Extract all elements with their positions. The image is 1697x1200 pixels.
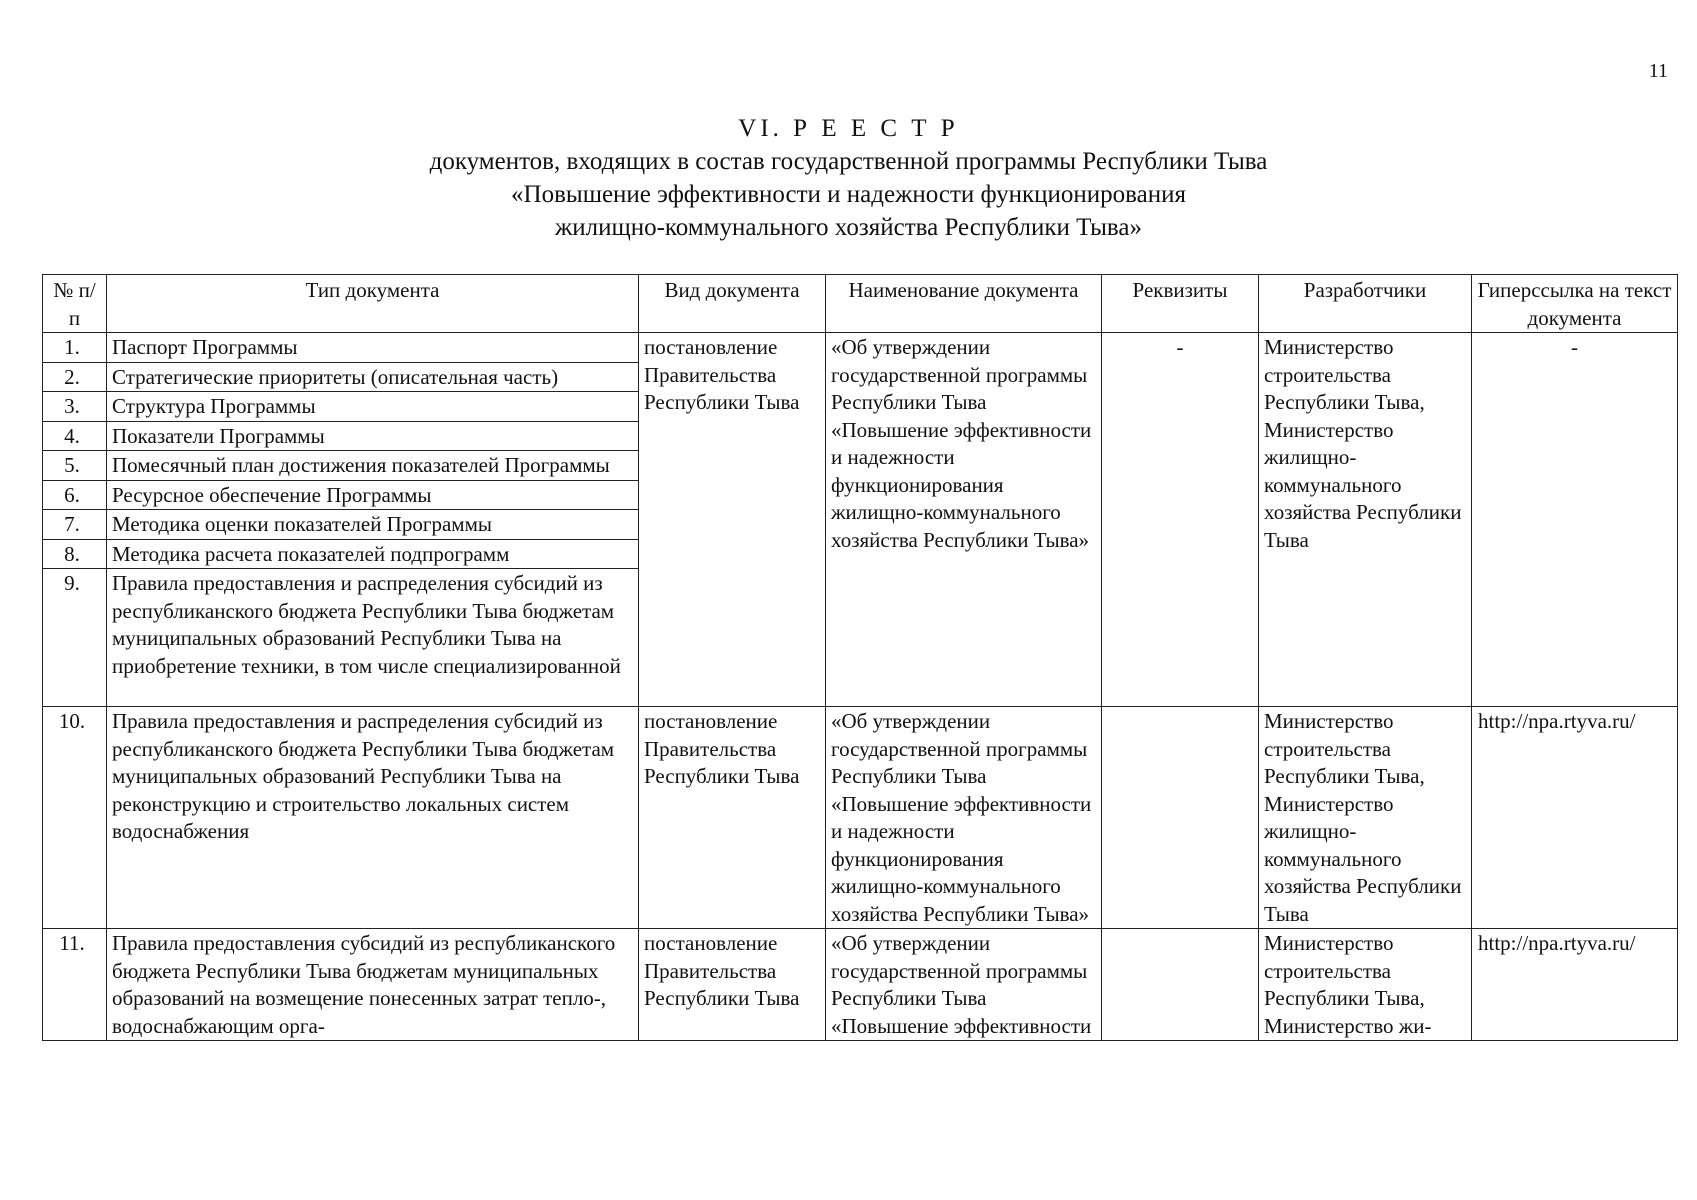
row-type: Паспорт Программы [107, 333, 639, 363]
row-number: 2. [43, 362, 107, 392]
row-type: Правила предоставления и распределения субсидий из республиканского бюджета Республики Тыва бюджетам муниципальных образований Республики Тыва на реконструкцию и строительство локальных систем водоснабжения [107, 707, 639, 929]
group3-link[interactable]: http://npa.rtyva.ru/ [1472, 929, 1678, 1041]
row-number: 6. [43, 480, 107, 510]
header-requisites: Реквизиты [1102, 275, 1259, 333]
row-number: 10. [43, 707, 107, 929]
table-row [43, 333, 1678, 363]
group1-requisites: - [1102, 333, 1259, 707]
row-number: 11. [43, 929, 107, 1041]
group1-link: - [1472, 333, 1678, 707]
group3-developers: Министерство строительства Республики Тыва, Министерство жи- [1259, 929, 1472, 1041]
header-name: Наименование документа [826, 275, 1102, 333]
row-type: Методика оценки показателей Программы [107, 510, 639, 540]
group3-kind: постановление Правительства Республики Тыва [639, 929, 826, 1041]
group1-kind: постановление Правительства Республики Тыва [639, 333, 826, 707]
group3-requisites [1102, 929, 1259, 1041]
title-heading: VI. Р Е Е С Т Р [738, 115, 959, 142]
row-type: Методика расчета показателей подпрограмм [107, 539, 639, 569]
header-developers: Разработчики [1259, 275, 1472, 333]
row-number: 3. [43, 392, 107, 422]
header-row [43, 275, 1678, 333]
page-number: 11 [1648, 60, 1668, 82]
group2-kind: постановление Правительства Республики Тыва [639, 707, 826, 929]
table-row [43, 929, 1678, 1041]
header-type: Тип документа [107, 275, 639, 333]
row-type: Структура Программы [107, 392, 639, 422]
group2-link[interactable]: http://npa.rtyva.ru/ [1472, 707, 1678, 929]
table-row [43, 707, 1678, 929]
row-type: Ресурсное обеспечение Программы [107, 480, 639, 510]
header-kind: Вид документа [639, 275, 826, 333]
group2-name: «Об утверждении государственной программы Республики Тыва «Повышение эффективности и надежности функционирования жилищно-коммунального хозяйства Республики Тыва» [826, 707, 1102, 929]
group1-developers: Министерство строительства Республики Тыва, Министерство жилищно-коммунального хозяйства Республики Тыва [1259, 333, 1472, 707]
row-type: Правила предоставления субсидий из республиканского бюджета Республики Тыва бюджетам муниципальных образований на возмещение понесенных затрат тепло-, водоснабжающим орга- [107, 929, 639, 1041]
title-line-4: жилищно-коммунального хозяйства Республики Тыва» [554, 214, 1143, 241]
row-type: Правила предоставления и распределения субсидий из республиканского бюджета Республики Тыва бюджетам муниципальных образований Республики Тыва на приобретение техники, в том числе специализированной [107, 569, 639, 707]
row-number: 9. [43, 569, 107, 707]
document-title [0, 112, 1697, 244]
title-line-2: документов, входящих в состав государственной программы Республики Тыва [429, 148, 1268, 175]
row-number: 1. [43, 333, 107, 363]
group3-name: «Об утверждении государственной программы Республики Тыва «Повышение эффективности [826, 929, 1102, 1041]
registry-table [42, 274, 1678, 1041]
group2-requisites [1102, 707, 1259, 929]
row-number: 4. [43, 421, 107, 451]
title-line-3: «Повышение эффективности и надежности функционирования [511, 181, 1186, 208]
row-number: 8. [43, 539, 107, 569]
row-type: Помесячный план достижения показателей Программы [107, 451, 639, 481]
group1-name: «Об утверждении государственной программы Республики Тыва «Повышение эффективности и надежности функционирования жилищно-коммунального хозяйства Республики Тыва» [826, 333, 1102, 707]
group2-developers: Министерство строительства Республики Тыва, Министерство жилищно-коммунального хозяйства Республики Тыва [1259, 707, 1472, 929]
header-link: Гиперссылка на текст документа [1472, 275, 1678, 333]
row-number: 7. [43, 510, 107, 540]
row-type: Стратегические приоритеты (описательная часть) [107, 362, 639, 392]
row-type: Показатели Программы [107, 421, 639, 451]
header-num: № п/п [43, 275, 107, 333]
row-number: 5. [43, 451, 107, 481]
